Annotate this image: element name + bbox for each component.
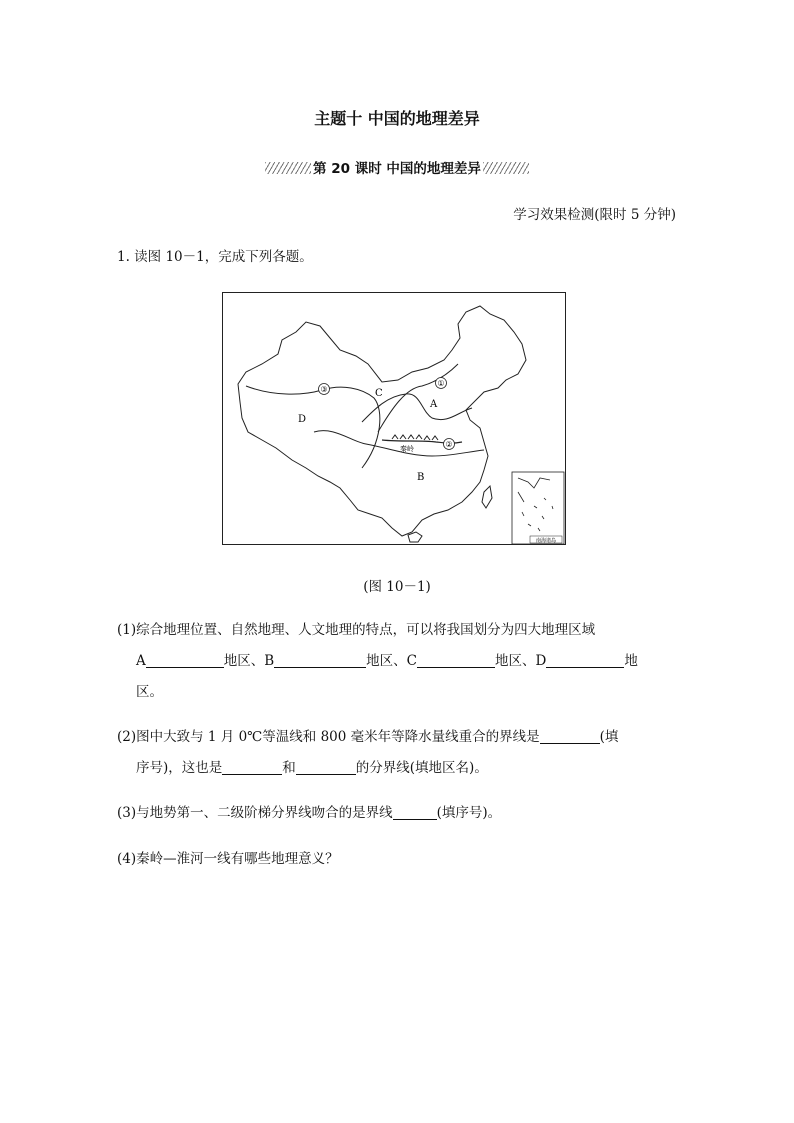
subq2-blank-region-2[interactable] [296,759,356,775]
region-a-label: A [430,399,438,410]
qinling-label: 秦岭 [400,445,414,453]
china-regions-map [222,292,566,545]
region-end-text: 地 [624,653,638,669]
line-2-label: ② [445,440,453,449]
subq2-text-3: 序号)，这也是 [136,760,223,776]
line-1-label: ① [437,379,445,388]
region-c-text: 地区、C [366,653,418,669]
lesson-header [0,157,794,177]
subq2-text-4: 和 [282,760,296,776]
region-b-text: 地区、B [223,653,275,669]
region-d-label: D [298,414,307,425]
time-limit-label: 学习效果检测(限时 5 分钟) [513,207,676,223]
subq3-row [117,803,501,823]
region-b-label: B [417,472,425,483]
region-b-blank[interactable] [274,652,366,668]
subq2-row2 [136,758,488,778]
region-c-blank[interactable] [417,652,495,668]
subq2-text-5: 的分界线(填地区名)。 [355,760,488,776]
subq1-intro: (1)综合地理位置、自然地理、人文地理的特点，可以将我国划分为四大地理区域 [117,622,596,638]
region-d-blank[interactable] [546,652,624,668]
subq2-text-1: (2)图中大致与 1 月 0℃等温线和 800 毫米年等降水量线重合的界线是 [117,729,540,745]
subq4-text: (4)秦岭—淮河一线有哪些地理意义？ [117,851,339,867]
inset-caption: 南海诸岛 [535,538,557,544]
subq1-blanks-row [136,651,638,671]
hatch-decoration-left [265,162,311,174]
subq2-blank-line-number[interactable] [540,728,600,744]
page-title: 主题十 中国的地理差异 [314,109,480,128]
region-c-label: C [375,388,383,399]
south-china-sea-inset [512,472,564,544]
region-a-text: A [136,653,146,669]
hatch-decoration-right [483,162,529,174]
lesson-subtitle: 第 20 课时 中国的地理差异 [313,161,481,177]
question-1: 1. 读图 10－1，完成下列各题。 [117,249,313,265]
subq2-blank-region-1[interactable] [222,759,282,775]
subq3-text-1: (3)与地势第一、二级阶梯分界线吻合的是界线 [117,805,393,821]
subq2-text-2: (填 [599,729,619,745]
subq2-row1 [117,727,618,747]
region-d-text: 地区、D [495,653,547,669]
subq3-blank[interactable] [393,804,437,820]
subq3-text-2: (填序号)。 [436,805,502,821]
line-3-label: ③ [320,385,328,394]
figure-caption: (图 10－1) [363,579,431,595]
region-a-blank[interactable] [146,652,224,668]
subq1-end: 区。 [136,684,163,700]
